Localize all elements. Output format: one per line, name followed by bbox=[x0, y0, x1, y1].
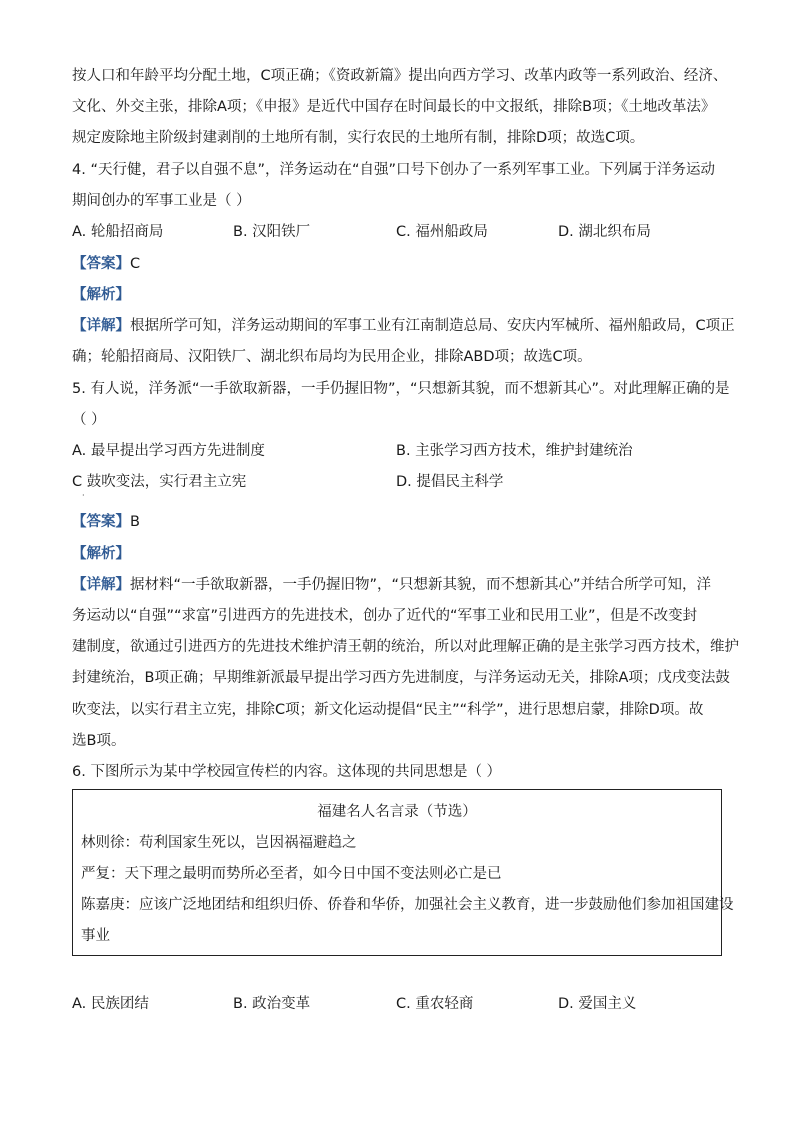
prev-explanation-line: 文化、外交主张，排除A项；《申报》是近代中国存在时间最长的中文报纸，排除B项；《土地改革法》 bbox=[72, 99, 716, 115]
q4-stem-line: 期间创办的军事工业是（ ） bbox=[72, 193, 251, 209]
q5-stem-line: （ ） bbox=[72, 412, 106, 428]
q5-option-a: A. 最早提出学习西方先进制度 bbox=[72, 443, 265, 459]
q4-detail-line: 确；轮船招商局、汉阳铁厂、湖北织布局均为民用企业，排除ABD项；故选C项。 bbox=[72, 349, 592, 365]
detail-text: 据材料“一手欲取新器，一手仍握旧物”，“只想新其貌，而不想新其心”并结合所学可知，洋 bbox=[130, 577, 712, 593]
quote-line: 陈嘉庚：应该广泛地团结和组织归侨、侨眷和华侨，加强社会主义教育，进一步鼓励他们参加祖国建设 bbox=[81, 897, 734, 913]
q4-detail-line bbox=[72, 316, 735, 336]
q5-option-c: C 鼓吹变法，实行君主立宪 bbox=[72, 474, 247, 490]
answer-tag: 【答案】 bbox=[72, 256, 130, 272]
q5-option-d: D. 提倡民主科学 bbox=[396, 474, 504, 490]
q4-answer bbox=[72, 254, 140, 274]
q5-analysis-tag bbox=[72, 544, 130, 564]
detail-tag: 【详解】 bbox=[72, 318, 130, 334]
q5-detail-line: 封建统治，B项正确；早期维新派最早提出学习西方先进制度，与洋务运动无关，排除A项；戊戌变法鼓 bbox=[72, 670, 730, 686]
answer-value: B bbox=[130, 514, 140, 530]
answer-value: C bbox=[130, 256, 141, 272]
q5-stem-line: 5. 有人说，洋务派“一手欲取新器，一手仍握旧物”，“只想新其貌，而不想新其心”。对此理解正确的是 bbox=[72, 381, 730, 397]
q5-option-b: B. 主张学习西方技术，维护封建统治 bbox=[396, 443, 633, 459]
prev-explanation-line: 按人口和年龄平均分配土地，C项正确；《资政新篇》提出向西方学习、改革内政等一系列政治、经济、 bbox=[72, 68, 728, 84]
q5-detail-line: 建制度，欲通过引进西方的先进技术维护清王朝的统治，所以对此理解正确的是主张学习西方技术，维护 bbox=[72, 639, 739, 655]
quote-line: 事业 bbox=[81, 928, 110, 944]
quote-line: 严复：天下理之最明而势所必至者，如今日中国不变法则必亡是已 bbox=[81, 866, 502, 882]
q6-option-c: C. 重农轻商 bbox=[396, 996, 474, 1012]
answer-tag: 【答案】 bbox=[72, 514, 130, 530]
stray-dot: · bbox=[82, 491, 85, 500]
analysis-tag: 【解析】 bbox=[72, 546, 130, 562]
analysis-tag: 【解析】 bbox=[72, 287, 130, 303]
q5-detail-line: 选B项。 bbox=[72, 733, 126, 749]
detail-tag: 【详解】 bbox=[72, 577, 130, 593]
q5-detail-line: 吹变法，以实行君主立宪，排除C项；新文化运动提倡“民主”“科学”，进行思想启蒙，排除D项。故 bbox=[72, 702, 704, 718]
q4-option-c: C. 福州船政局 bbox=[396, 224, 488, 240]
prev-explanation-line: 规定废除地主阶级封建剥削的土地所有制，实行农民的土地所有制，排除D项；故选C项。 bbox=[72, 130, 645, 146]
detail-text: 根据所学可知，洋务运动期间的军事工业有江南制造总局、安庆内军械所、福州船政局，C项正 bbox=[130, 318, 735, 334]
q4-option-d: D. 湖北织布局 bbox=[558, 224, 651, 240]
q4-option-a: A. 轮船招商局 bbox=[72, 224, 164, 240]
q6-option-d: D. 爱国主义 bbox=[558, 996, 637, 1012]
q5-detail-line bbox=[72, 575, 711, 595]
q4-analysis-tag bbox=[72, 285, 130, 305]
q4-stem-line: 4. “天行健，君子以自强不息”，洋务运动在“自强”口号下创办了一系列军事工业。下列属于洋务运动 bbox=[72, 162, 715, 178]
q6-option-b: B. 政治变革 bbox=[233, 996, 311, 1012]
quote-box bbox=[72, 789, 734, 956]
q5-answer bbox=[72, 512, 140, 532]
q4-option-b: B. 汉阳铁厂 bbox=[233, 224, 311, 240]
quote-line: 林则徐：苟利国家生死以，岂因祸福避趋之 bbox=[81, 835, 357, 851]
quote-box-title: 福建名人名言录（节选） bbox=[317, 804, 477, 820]
q6-option-a: A. 民族团结 bbox=[72, 996, 149, 1012]
q5-detail-line: 务运动以“自强”“求富”引进西方的先进技术，创办了近代的“军事工业和民用工业”，但是不改变封 bbox=[72, 608, 698, 624]
q6-stem: 6. 下图所示为某中学校园宣传栏的内容。这体现的共同思想是（ ） bbox=[72, 764, 502, 780]
